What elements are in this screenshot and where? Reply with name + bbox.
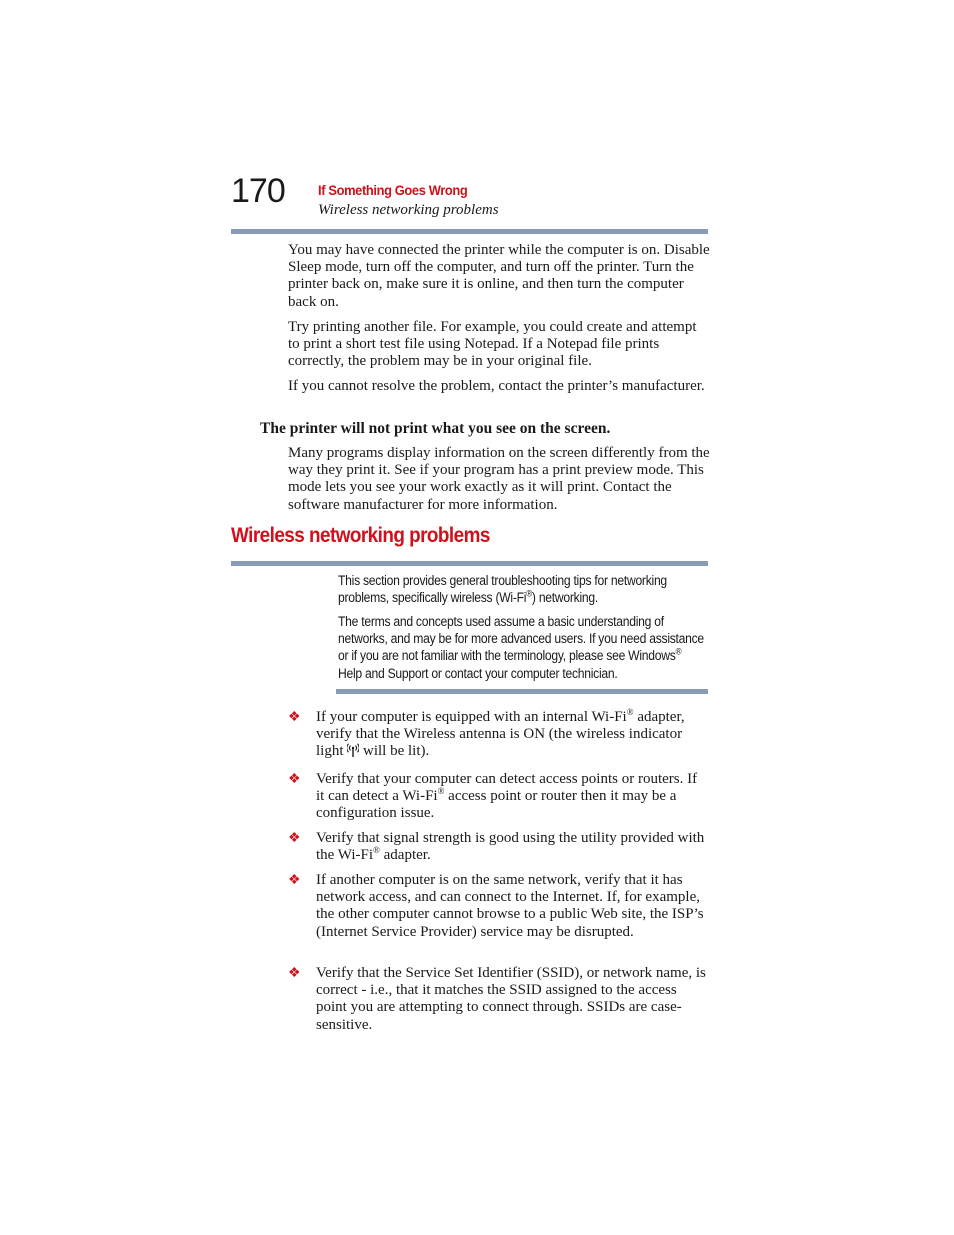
paragraph-printer-4: Many programs display information on the screen differently from the way they print it. See if your program has a print preview mode. This mode lets you see your work exactly as it will print. Contact the software manufacturer for more information. bbox=[288, 445, 710, 513]
bullet-item-5: Verify that the Service Set Identifier (SSID), or network name, is correct - i.e., that it matches the SSID assigned to the access point you are attempting to connect through. SSIDs are case-sensitive. bbox=[316, 965, 706, 1033]
chapter-title: If Something Goes Wrong bbox=[318, 182, 468, 198]
note-paragraph-2: The terms and concepts used assume a basic understanding of networks, and may be for more advanced users. If you need assistance or if you are not familiar with the terminology, please see Windows® Help and Support or contact your computer technician. bbox=[338, 614, 704, 681]
paragraph-printer-3: If you cannot resolve the problem, contact the printer’s manufacturer. bbox=[288, 378, 705, 394]
bullet-item-3: Verify that signal strength is good using the utility provided with the Wi-Fi® adapter. bbox=[316, 830, 705, 864]
bullet-item-2: Verify that your computer can detect access points or routers. If it can detect a Wi-Fi® access point or router then it may be a configuration issue. bbox=[316, 771, 698, 822]
printer-subheading: The printer will not print what you see on the screen. bbox=[260, 420, 611, 437]
paragraph-printer-2: Try printing another file. For example, you could create and attempt to print a short test file using Notepad. If a Notepad file prints correctly, the problem may be in your original file. bbox=[288, 319, 697, 370]
paragraph-printer-1: You may have connected the printer while the computer is on. Disable Sleep mode, turn off the computer, and turn off the printer. Turn the printer back on, make sure it is online, and then turn the computer back on. bbox=[288, 242, 710, 310]
bullet-marker: ❖ bbox=[288, 710, 301, 725]
bullet-marker: ❖ bbox=[288, 831, 301, 846]
page-number: 170 bbox=[231, 172, 285, 210]
section-heading: Wireless networking problems bbox=[231, 524, 490, 547]
bullet-marker: ❖ bbox=[288, 873, 301, 888]
bullet-marker: ❖ bbox=[288, 772, 301, 787]
section-subtitle: Wireless networking problems bbox=[318, 202, 499, 218]
bullet-marker: ❖ bbox=[288, 966, 301, 981]
note-paragraph-1: This section provides general troubleshooting tips for networking problems, specifically wireless (Wi-Fi®) networking. bbox=[338, 573, 667, 606]
bullet-item-1: If your computer is equipped with an internal Wi-Fi® adapter, verify that the Wireless antenna is ON (the wireless indicator light will be lit). bbox=[316, 707, 685, 760]
header-rule bbox=[231, 229, 708, 234]
section-rule bbox=[231, 561, 708, 566]
bullet-item-4: If another computer is on the same network, verify that it has network access, and can connect to the Internet. If, for example, the other computer cannot browse to a public Web site, the ISP’s (Internet Service Provider) service may be disrupted. bbox=[316, 872, 704, 940]
note-rule bbox=[336, 689, 708, 694]
wireless-indicator-icon bbox=[347, 743, 359, 757]
